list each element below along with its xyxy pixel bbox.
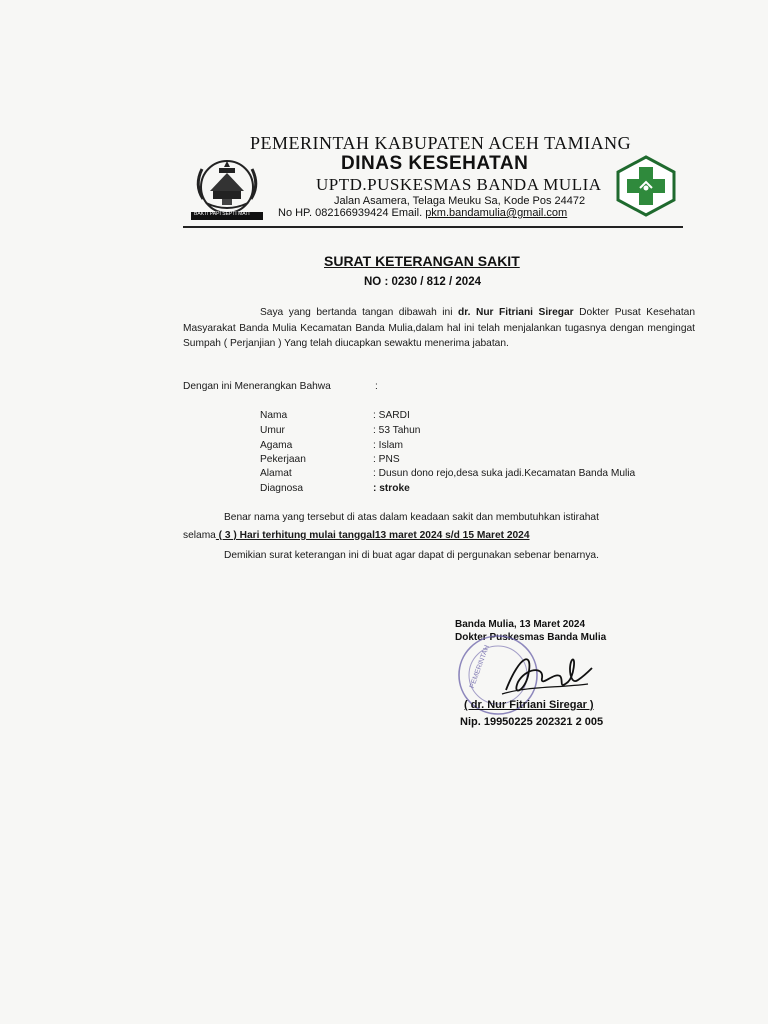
document-number: NO : 0230 / 812 / 2024 — [364, 276, 481, 288]
opening-text-pre: Saya yang bertanda tangan dibawah ini — [260, 307, 458, 318]
opening-text-post: Dokter Pusat Kesehatan Masyarakat Banda Mulia Kecamatan Banda Mulia,dalam hal ini telah menjalankan tugasnya dengan mengingat Sumpah ( Perjanjian ) Yang telah diucapkan sewaktu menerima jabatan. — [183, 307, 696, 349]
field-value-age: : 53 Tahun — [373, 425, 421, 436]
declare-colon: : — [375, 381, 378, 392]
signatory-nip: Nip. 19950225 202321 2 005 — [460, 716, 604, 728]
letterhead-unit: UPTD.PUSKESMAS BANDA MULIA — [316, 175, 602, 194]
field-label-address: Alamat — [260, 468, 292, 479]
letterhead-department: DINAS KESEHATAN — [341, 153, 529, 174]
emblem-motto: BAKTI PAPI SEPTI MATI — [194, 211, 250, 217]
field-label-occupation: Pekerjaan — [260, 454, 306, 465]
handwritten-signature — [498, 646, 594, 702]
rest-label: selama — [183, 530, 216, 541]
regency-emblem-icon — [186, 155, 268, 221]
declare-label: Dengan ini Menerangkan Bahwa — [183, 381, 331, 392]
doctor-name: dr. Nur Fitriani Siregar — [458, 307, 574, 318]
letterhead-divider — [183, 226, 683, 228]
rest-period: ( 3 ) Hari terhitung mulai tanggal13 maret 2024 s/d 15 Maret 2024 — [215, 530, 530, 541]
field-label-age: Umur — [260, 425, 285, 436]
signatory-name: ( dr. Nur Fitriani Siregar ) — [464, 699, 594, 711]
stamp-text: PEMERINTAH — [468, 644, 491, 690]
letterhead-address: Jalan Asamera, Telaga Meuku Sa, Kode Pos 24472 — [334, 195, 586, 207]
letterhead-government: PEMERINTAH KABUPATEN ACEH TAMIANG — [250, 133, 632, 153]
contact-email: pkm.bandamulia@gmail.com — [425, 207, 568, 219]
field-value-name: : SARDI — [373, 410, 410, 421]
letterhead-contact — [278, 207, 567, 219]
opening-paragraph — [183, 305, 695, 352]
rest-statement-line1: Benar nama yang tersebut di atas dalam keadaan sakit dan membutuhkan istirahat — [224, 512, 599, 523]
signature-place-date: Banda Mulia, 13 Maret 2024 — [455, 619, 586, 630]
field-value-diagnosis: : stroke — [373, 483, 410, 494]
field-label-diagnosis: Diagnosa — [260, 483, 304, 494]
contact-phone: No HP. 082166939424 Email. — [278, 207, 423, 219]
closing-statement: Demikian surat keterangan ini di buat agar dapat di pergunakan sebenar benarnya. — [224, 550, 599, 561]
field-label-religion: Agama — [260, 440, 293, 451]
document-title: SURAT KETERANGAN SAKIT — [324, 253, 520, 269]
puskesmas-cross-icon — [614, 155, 678, 217]
field-value-religion: : Islam — [373, 440, 404, 451]
signature-position: Dokter Puskesmas Banda Mulia — [455, 632, 607, 643]
field-value-address: : Dusun dono rejo,desa suka jadi.Kecamatan Banda Mulia — [373, 468, 636, 479]
field-value-occupation: : PNS — [373, 454, 400, 465]
field-label-name: Nama — [260, 410, 288, 421]
rest-statement-line2 — [183, 530, 530, 541]
